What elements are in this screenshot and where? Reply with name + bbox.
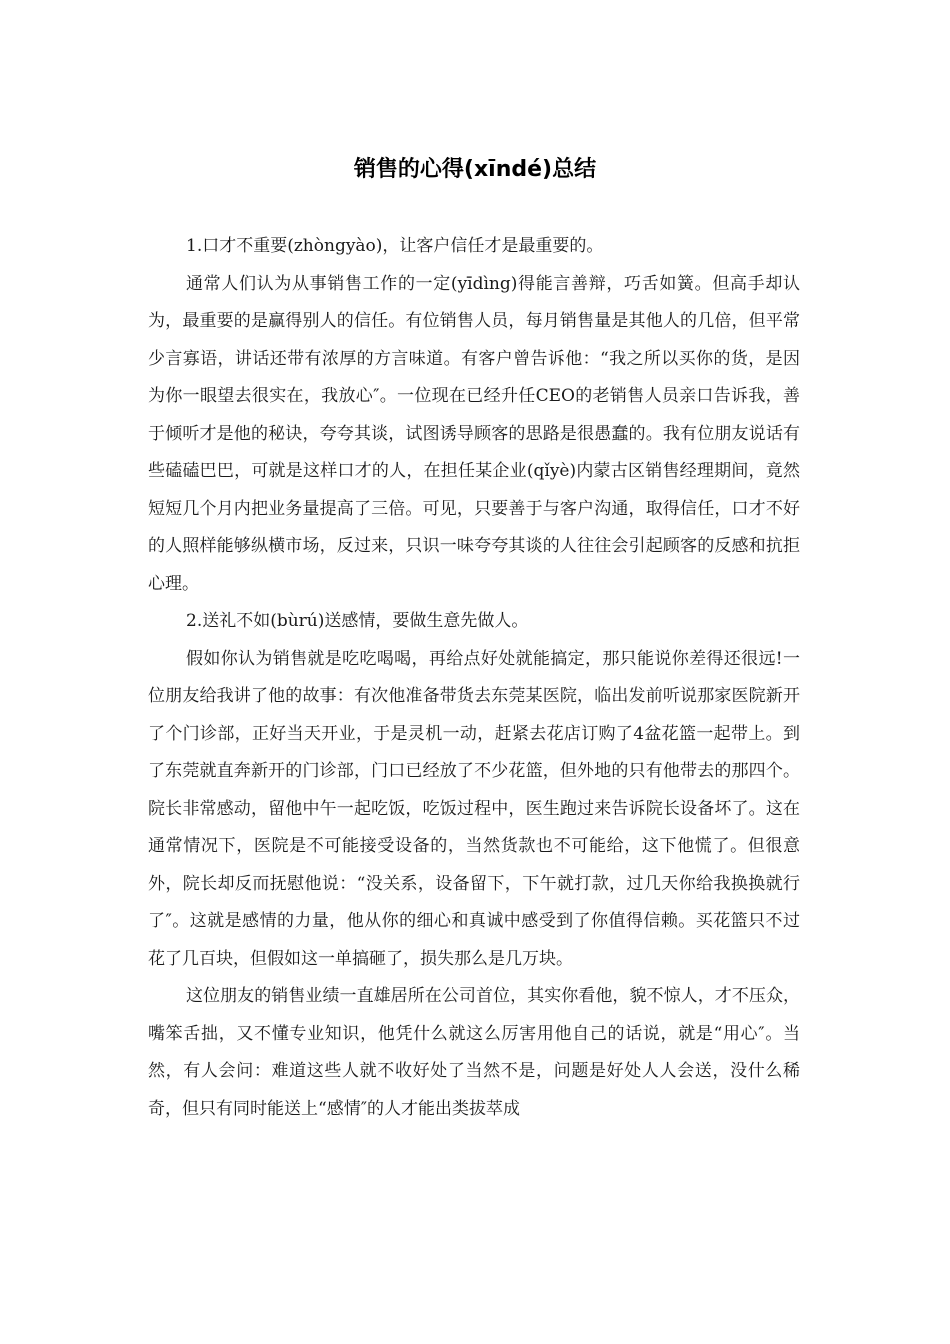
document-title: 销售的心得(xīndé)总结	[353, 157, 597, 182]
document-body	[148, 228, 800, 1128]
paragraph: 这位朋友的销售业绩一直雄居所在公司首位，其实你看他，貌不惊人，才不压众，嘴笨舌拙，又不懂专业知识，他凭什么就这么厉害用他自己的话说，就是“用心″。当然，有人会问：难道这些人就不收好处了当然不是，问题是好处人人会送，没什么稀奇，但只有同时能送上“感情″的人才能出类拔萃成	[148, 986, 800, 1119]
paragraph: 假如你认为销售就是吃吃喝喝，再给点好处就能搞定，那只能说你差得还很远!一位朋友给我讲了他的故事：有次他准备带货去东莞某医院，临出发前听说那家医院新开了个门诊部，正好当天开业，于是灵机一动，赶紧去花店订购了4盆花篮一起带上。到了东莞就直奔新开的门诊部，门口已经放了不少花篮，但外地的只有他带去的那四个。院长非常感动，留他中午一起吃饭，吃饭过程中，医生跑过来告诉院长设备坏了。这在通常情况下，医院是不可能接受设备的，当然货款也不可能给，这下他慌了。但很意外，院长却反而抚慰他说：“没关系，设备留下，下午就打款，过几天你给我换换就行了″。这就是感情的力量，他从你的细心和真诚中感受到了你值得信赖。买花篮只不过花了几百块，但假如这一单搞砸了，损失那么是几万块。	[148, 648, 800, 969]
paragraph-heading-2: 2.送礼不如(bùrú)送感情，要做生意先做人。	[186, 611, 529, 631]
paragraph-heading-1: 1.口才不重要(zhòngyào)，让客户信任才是最重要的。	[186, 236, 604, 256]
paragraph: 通常人们认为从事销售工作的一定(yīdìng)得能言善辩，巧舌如簧。但高手却认为，最重要的是赢得别人的信任。有位销售人员，每月销售量是其他人的几倍，但平常少言寡语，讲话还带有浓厚的方言味道。有客户曾告诉他：“我之所以买你的货，是因为你一眼望去很实在，我放心″。一位现在已经升任CEO的老销售人员亲口告诉我，善于倾听才是他的秘诀，夸夸其谈，试图诱导顾客的思路是很愚蠢的。我有位朋友说话有些磕磕巴巴，可就是这样口才的人，在担任某企业(qǐyè)内蒙古区销售经理期间，竟然短短几个月内把业务量提高了三倍。可见，只要善于与客户沟通，取得信任，口才不好的人照样能够纵横市场，反过来，只识一味夸夸其谈的人往往会引起顾客的反感和抗拒心理。	[148, 273, 800, 594]
